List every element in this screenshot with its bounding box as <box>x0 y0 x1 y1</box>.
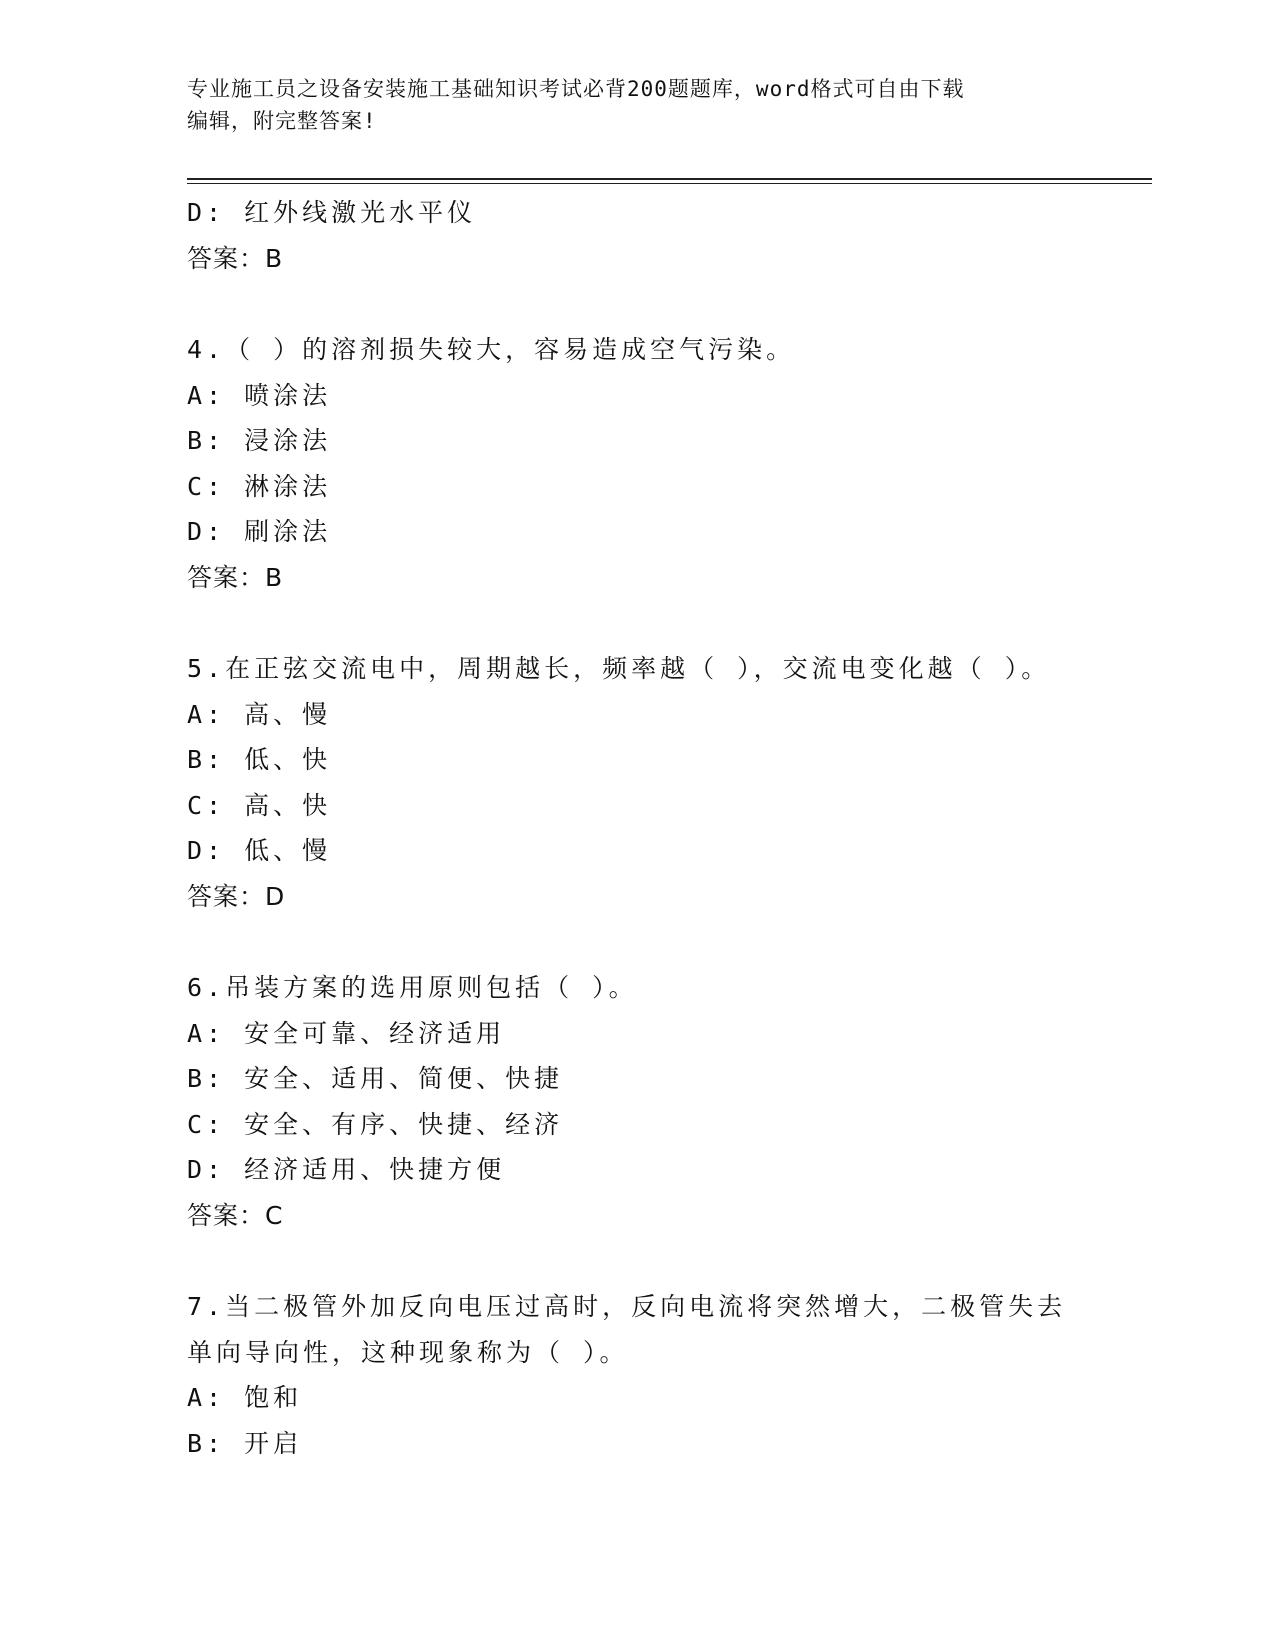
q6-option-c: C: 安全、有序、快捷、经济 <box>187 1109 564 1139</box>
answer-label: 答案： <box>187 562 266 592</box>
q6-stem: 6.吊装方案的选用原则包括（ ）。 <box>187 973 638 1002</box>
q5-option-d: D: 低、慢 <box>187 836 332 865</box>
q7-stem-line-2: 单向导向性，这种现象称为（ ）。 <box>187 1337 629 1367</box>
header-rule-thick <box>187 178 1152 180</box>
q4-option-d: D: 刷涂法 <box>187 517 332 546</box>
q7-option-a: A: 饱和 <box>187 1383 303 1412</box>
q7-stem-line-1: 7.当二极管外加反向电压过高时，反向电流将突然增大，二极管失去 <box>187 1292 1067 1321</box>
q5-stem: 5.在正弦交流电中，周期越长，频率越（ ），交流电变化越（ ）。 <box>187 654 1051 683</box>
q3-option-d: D: 红外线激光水平仪 <box>187 198 477 227</box>
q7-option-b: B: 开启 <box>187 1428 303 1458</box>
q6-option-a: A: 安全可靠、经济适用 <box>187 1018 506 1048</box>
q4-stem: 4.（ ）的溶剂损失较大，容易造成空气污染。 <box>187 335 796 364</box>
header-line-1: 专业施工员之设备安装施工基础知识考试必背200题题库，word格式可自由下载 <box>187 77 965 101</box>
q4-option-a: A: 喷涂法 <box>187 380 332 410</box>
answer-label: 答案： <box>187 881 266 911</box>
q5-option-b: B: 低、快 <box>187 745 332 774</box>
header-line-2: 编辑，附完整答案! <box>187 109 377 133</box>
q4-answer-value: B <box>265 562 284 592</box>
q4-answer <box>187 555 1152 601</box>
answer-label: 答案： <box>187 1200 266 1230</box>
q6-answer <box>187 1193 1152 1239</box>
q5-option-a: A: 高、慢 <box>187 699 332 729</box>
q3-answer-value: B <box>265 243 284 273</box>
question-list <box>187 190 1152 1466</box>
q6-answer-value: C <box>265 1200 284 1230</box>
q4-option-c: C: 淋涂法 <box>187 471 332 501</box>
q3-answer <box>187 236 1152 282</box>
q5-option-c: C: 高、快 <box>187 790 332 820</box>
answer-label: 答案： <box>187 243 266 273</box>
document-header <box>187 73 1077 137</box>
header-rule-thin <box>187 183 1152 184</box>
q5-answer <box>187 874 1152 920</box>
q6-option-d: D: 经济适用、快捷方便 <box>187 1155 506 1184</box>
q4-option-b: B: 浸涂法 <box>187 426 332 455</box>
q5-answer-value: D <box>265 881 286 911</box>
q6-option-b: B: 安全、适用、简便、快捷 <box>187 1064 564 1093</box>
